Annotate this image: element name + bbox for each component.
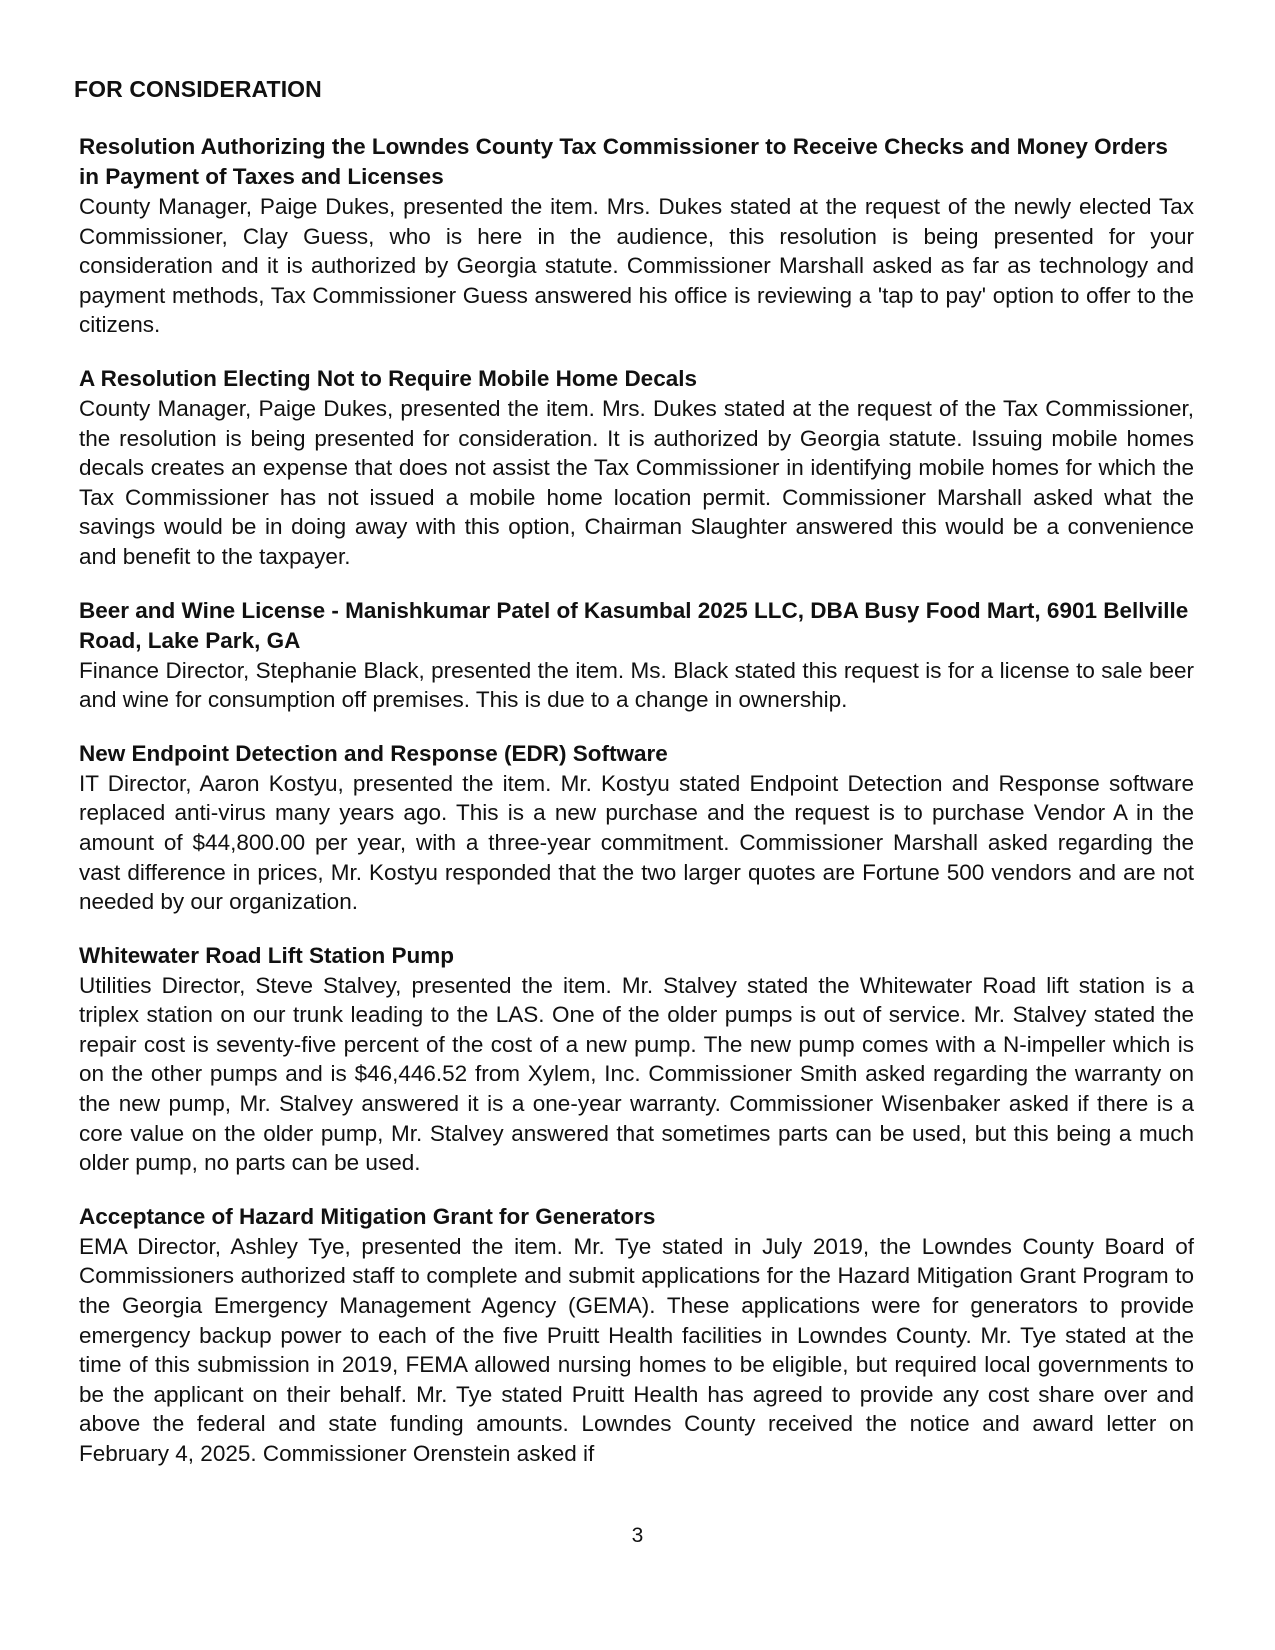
agenda-item-lift-station-pump xyxy=(79,941,1194,1178)
item-title: New Endpoint Detection and Response (EDR) Software xyxy=(79,740,668,766)
item-title: Beer and Wine License - Manishkumar Patel of Kasumbal 2025 LLC, DBA Busy Food Mart, 6901 Bellville Road, Lake Park, GA xyxy=(79,597,1189,653)
page-number: 3 xyxy=(631,1524,644,1547)
item-body: EMA Director, Ashley Tye, presented the item. Mr. Tye stated in July 2019, the Lowndes County Board of Commissioners authorized staff to complete and submit applications for the Hazard Mitigation Grant Program to the Georgia Emergency Management Agency (GEMA). These applications were for generators to provide emergency backup power to each of the five Pruitt Health facilities in Lowndes County. Mr. Tye stated at the time of this submission in 2019, FEMA allowed nursing homes to be eligible, but required local governments to be the applicant on their behalf. Mr. Tye stated Pruitt Health has agreed to provide any cost share over and above the federal and state funding amounts. Lowndes County received the notice and award letter on February 4, 2025. Commissioner Orenstein asked if xyxy=(79,1233,1194,1466)
item-body: Utilities Director, Steve Stalvey, presented the item. Mr. Stalvey stated the Whitewater Road lift station is a triplex station on our trunk leading to the LAS. One of the older pumps is out of service. Mr. Stalvey stated the repair cost is seventy-five percent of the cost of a new pump. The new pump comes with a N-impeller which is on the other pumps and is $46,446.52 from Xylem, Inc. Commissioner Smith asked regarding the warranty on the new pump, Mr. Stalvey answered it is a one-year warranty. Commissioner Wisenbaker asked if there is a core value on the older pump, Mr. Stalvey answered that sometimes parts can be used, but this being a much older pump, no parts can be used. xyxy=(79,972,1194,1176)
agenda-item-beer-wine-license xyxy=(79,596,1194,715)
agenda-item-mobile-home-decals xyxy=(79,364,1194,572)
item-title: Whitewater Road Lift Station Pump xyxy=(79,942,454,968)
item-body: County Manager, Paige Dukes, presented the item. Mrs. Dukes stated at the request of the Tax Commissioner, the resolution is being presented for consideration. It is authorized by Georgia statute. Issuing mobile homes decals creates an expense that does not assist the Tax Commissioner in identifying mobile homes for which the Tax Commissioner has not issued a mobile home location permit. Commissioner Marshall asked what the savings would be in doing away with this option, Chairman Slaughter answered this would be a convenience and benefit to the taxpayer. xyxy=(79,395,1194,569)
item-title: A Resolution Electing Not to Require Mobile Home Decals xyxy=(79,365,697,391)
item-body: Finance Director, Stephanie Black, presented the item. Ms. Black stated this request is for a license to sale beer and wine for consumption off premises. This is due to a change in ownership. xyxy=(79,657,1194,713)
item-body: County Manager, Paige Dukes, presented the item. Mrs. Dukes stated at the request of the newly elected Tax Commissioner, Clay Guess, who is here in the audience, this resolution is being presented for your consideration and it is authorized by Georgia statute. Commissioner Marshall asked as far as technology and payment methods, Tax Commissioner Guess answered his office is reviewing a 'tap to pay' option to offer to the citizens. xyxy=(79,194,1194,338)
agenda-item-edr-software xyxy=(79,739,1194,917)
section-header: FOR CONSIDERATION xyxy=(74,76,322,102)
item-body: IT Director, Aaron Kostyu, presented the item. Mr. Kostyu stated Endpoint Detection and Response software replaced anti-virus many years ago. This is a new purchase and the request is to purchase Vendor A in the amount of $44,800.00 per year, with a three-year commitment. Commissioner Marshall asked regarding the vast difference in prices, Mr. Kostyu responded that the two larger quotes are Fortune 500 vendors and are not needed by our organization. xyxy=(79,770,1194,915)
item-title: Acceptance of Hazard Mitigation Grant for Generators xyxy=(79,1203,656,1229)
agenda-item-hazard-mitigation-grant xyxy=(79,1202,1194,1469)
agenda-item-tax-commissioner-resolution xyxy=(79,132,1194,340)
agenda-items xyxy=(79,132,1194,1493)
item-title: Resolution Authorizing the Lowndes County Tax Commissioner to Receive Checks and Money Orders in Payment of Taxes and Licenses xyxy=(79,134,1168,189)
